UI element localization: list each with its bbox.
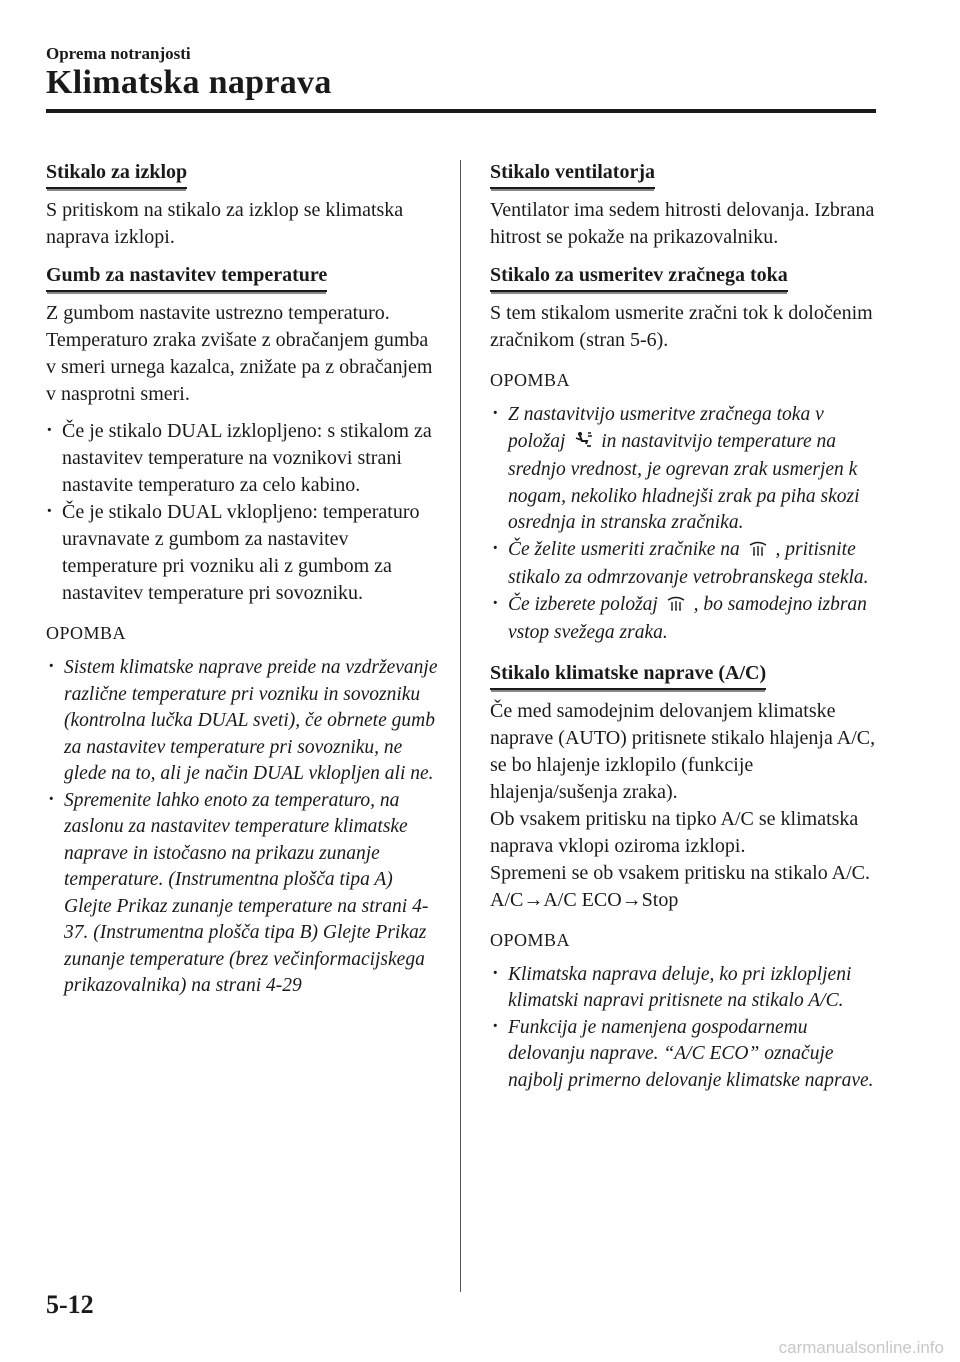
heading-ac-switch: Stikalo klimatske naprave (A/C)	[490, 661, 766, 690]
page-title: Klimatska naprava	[46, 64, 332, 101]
heading-temperature-knob: Gumb za nastavitev temperature	[46, 263, 327, 292]
paragraph-temperature-knob: Z gumbom nastavite ustrezno temperaturo. Temperaturo zraka zvišate z obračanjem gumba v smeri urnega kazalca, znižate pa z obračanjem v nasprotni smeri.	[46, 302, 433, 405]
watermark: carmanualsonline.info	[778, 1338, 944, 1357]
note-text: , pritisnite stikalo za odmrzovanje vetrobranskega stekla.	[508, 538, 869, 588]
note-item	[490, 592, 880, 647]
note-heading: OPOMBA	[46, 623, 127, 643]
windshield-defrost-icon	[666, 594, 686, 621]
note-text: in nastavitvijo temperature na srednjo vrednost, je ogrevan zrak usmerjen k nogam, nekoliko hladnejši zrak pa piha skozi osrednja in stranska zračnika.	[508, 430, 860, 533]
note-item: · Spremenite lahko enoto za temperaturo, na zaslonu za nastavitev temperature klimatske naprave in istočasno na prikazu zunanje temperature. (Instrumentna plošča tipa A) Glejte Prikaz zunanje temperature na strani 4-37. (Instrumentna plošča tipa B) Glejte Prikaz zunanje temperature (brez večinformacijskega prikazovalnika) na strani 4-29	[46, 788, 438, 1000]
floor-defrost-mode-icon	[573, 431, 593, 458]
section-fan-switch	[490, 160, 880, 251]
paragraph-off-switch: S pritiskom na stikalo za izklop se klimatska naprava izklopi.	[46, 199, 404, 248]
section-subtitle: Oprema notranjosti	[46, 44, 191, 63]
note-text: Z nastavitvijo usmeritve zračnega toka v položaj	[508, 404, 824, 452]
column-divider	[460, 160, 461, 1292]
windshield-defrost-icon	[748, 539, 768, 566]
note-item: · Sistem klimatske naprave preide na vzdrževanje različne temperature pri vozniku in sovozniku (kontrolna lučka DUAL sveti), če obrnete gumb za nastavitev temperature pri sovozniku, ne glede na to, ali je način DUAL vklopljen ali ne.	[46, 655, 438, 788]
note-heading: OPOMBA	[490, 370, 571, 390]
heading-airflow-switch: Stikalo za usmeritev zračnega toka	[490, 263, 788, 292]
paragraph-ac-3: Spremeni se ob vsakem pritisku na stikalo A/C.	[490, 861, 870, 884]
section-temperature-knob	[46, 263, 438, 607]
section-off-switch	[46, 160, 438, 251]
list-item: · Če je stikalo DUAL vklopljeno: temperaturo uravnavate z gumbom za nastavitev temperature pri vozniku ali z gumbom za nastavitev temperature pri sovozniku.	[46, 499, 438, 607]
note-item	[490, 402, 880, 537]
section-ac-switch	[490, 661, 880, 914]
note-list	[490, 962, 880, 1095]
list-item: · Če je stikalo DUAL izklopljeno: s stikalom za nastavitev temperature na voznikovi strani nastavite temperaturo za celo kabino.	[46, 418, 438, 499]
note-item: · Klimatska naprava deluje, ko pri izklopljeni klimatski napravi pritisnete na stikalo A/C.	[490, 962, 880, 1015]
note-item: · Funkcija je namenjena gospodarnemu delovanju naprave. “A/C ECO” označuje najbolj primerno delovanje klimatske naprave.	[490, 1015, 880, 1095]
note-text: Če izberete položaj	[508, 593, 658, 615]
paragraph-ac-2: Ob vsakem pritisku na tipko A/C se klimatska naprava vklopi oziroma izklopi.	[490, 807, 859, 857]
left-column	[46, 160, 438, 1014]
note-item	[490, 537, 880, 592]
paragraph-ac-1: Če med samodejnim delovanjem klimatske naprave (AUTO) pritisnete stikalo hlajenja A/C, se bo hlajenje izklopilo (funkcije hlajenja/sušenja zraka).	[490, 699, 876, 803]
right-column	[490, 160, 880, 1108]
section-airflow-switch	[490, 263, 880, 354]
page-number: 5-12	[46, 1290, 94, 1319]
note-text: , bo samodejno izbran vstop svežega zraka.	[508, 593, 867, 643]
paragraph-fan-switch: Ventilator ima sedem hitrosti delovanja. Izbrana hitrost se pokaže na prikazovalniku.	[490, 199, 875, 248]
temperature-bullets	[46, 418, 438, 607]
note-list	[46, 655, 438, 1000]
note-list	[490, 402, 880, 647]
header-rule	[46, 109, 876, 113]
paragraph-airflow-switch: S tem stikalom usmerite zračni tok k določenim zračnikom (stran 5-6).	[490, 302, 873, 351]
note-heading: OPOMBA	[490, 929, 571, 950]
paragraph-ac-sequence: A/C→A/C ECO→Stop	[490, 888, 679, 911]
note-text: Če želite usmeriti zračnike na	[508, 538, 740, 560]
heading-fan-switch: Stikalo ventilatorja	[490, 160, 655, 189]
heading-off-switch: Stikalo za izklop	[46, 160, 187, 189]
